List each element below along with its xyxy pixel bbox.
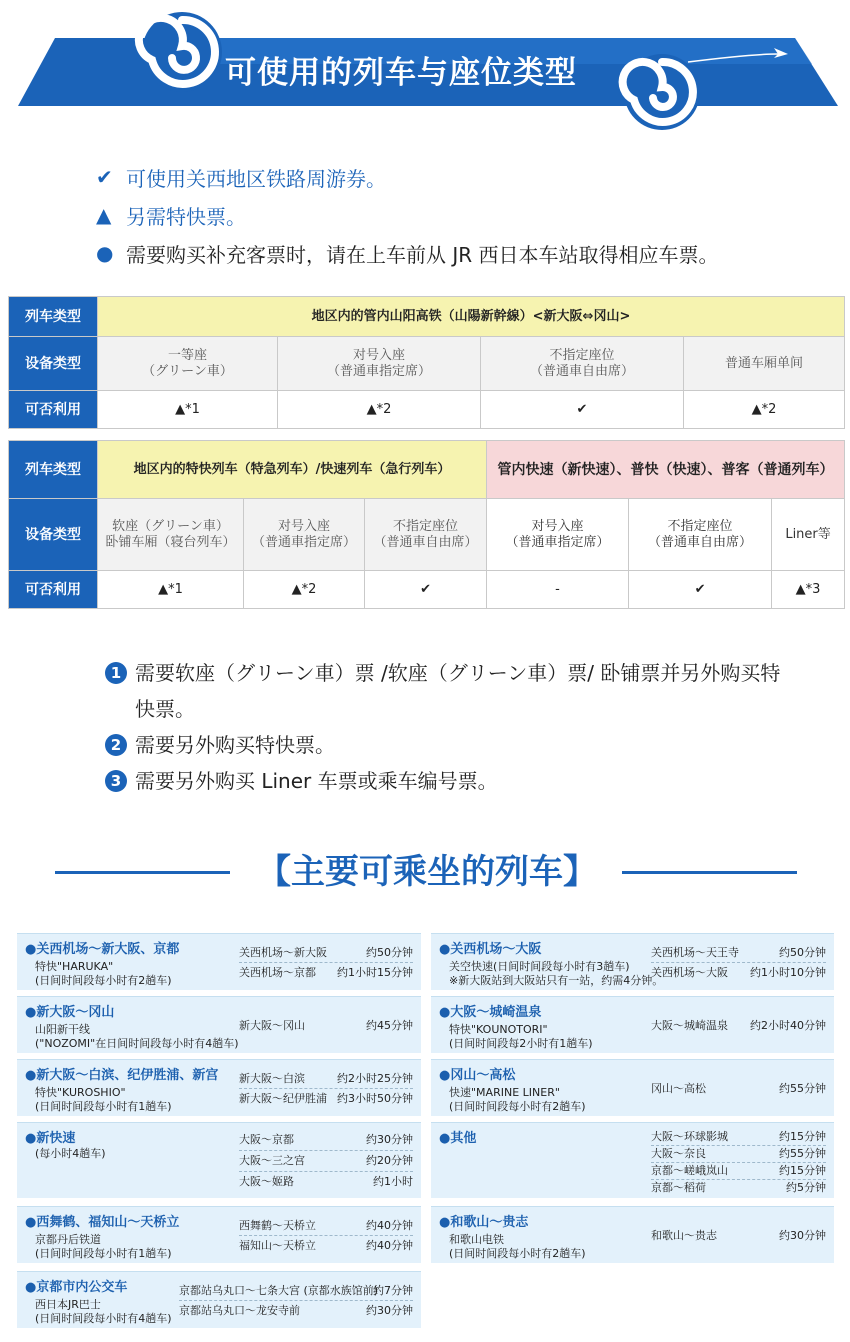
route-row: 京都站乌丸口～七条大宫 (京都水族馆前) 约7分钟 (179, 1284, 413, 1297)
route-card (431, 933, 834, 990)
divider (239, 1235, 413, 1236)
train-note: ※新大阪站到大阪站只有一站，约需4分钟。 (449, 974, 664, 987)
train-type-cell: 地区内的特快列车（特急列车）/快速列车（急行列车） (98, 441, 487, 499)
seat-type-cell: 对号入座 （普通車指定席） (244, 499, 365, 571)
seat-type-cell: 对号入座 （普通車指定席） (487, 499, 629, 571)
row-label: 可否利用 (9, 391, 98, 429)
route-card-title: ●京都市内公交车 (25, 1280, 128, 1295)
divider (239, 1088, 413, 1089)
train-name: 关空快速(日间时间段每小时有3趟车) (449, 960, 630, 973)
route-row: 京都～嵯峨岚山 约15分钟 (651, 1164, 826, 1177)
train-frequency: (日间时间段每小时有2趟车) (35, 974, 172, 987)
route-row: 新大阪～冈山 约45分钟 (239, 1019, 413, 1032)
route-card-title: ●冈山～高松 (439, 1068, 516, 1083)
train-name: 特快"KOUNOTORI" (449, 1023, 548, 1036)
train-frequency: (日间时间段每2小时有1趟车) (449, 1037, 593, 1050)
swirl-icon (623, 54, 700, 130)
route-card-title: ●西舞鹤、福知山～天桥立 (25, 1215, 180, 1230)
row-label: 设备类型 (9, 499, 98, 571)
train-name: 特快"KUROSHIO" (35, 1086, 126, 1099)
footnotes (105, 655, 785, 799)
route-row: 京都站乌丸口～龙安寺前 约30分钟 (179, 1304, 413, 1317)
seat-type-cell: 不指定座位 （普通車自由席） (365, 499, 487, 571)
seat-table-limited-express (8, 440, 845, 609)
legend-text: 可使用关西地区铁路周游券。 (126, 166, 386, 191)
row-label: 可否利用 (9, 571, 98, 609)
route-card (17, 1059, 421, 1116)
footnote-item (105, 655, 785, 727)
availability-mark: ▲*2 (366, 401, 392, 417)
availability-mark: ▲*3 (795, 581, 821, 597)
legend (96, 158, 719, 272)
train-frequency: ("NOZOMI"在日间时间段每小时有4趟车) (35, 1037, 239, 1050)
legend-item (96, 234, 719, 272)
route-row: 大阪～姬路 约1小时 (239, 1175, 413, 1188)
availability-mark: ✔ (576, 401, 588, 417)
route-row: 冈山～高松 约55分钟 (651, 1082, 826, 1095)
footnote-text: 需要软座（グリーン車）票 /软座（グリーン車）票/ 卧铺票并另外购买特快票。 (135, 661, 781, 721)
route-card-title: ●大阪～城崎温泉 (439, 1005, 542, 1020)
train-frequency: (日间时间段每小时有2趟车) (449, 1100, 586, 1113)
train-name: 西日本JR巴士 (35, 1298, 101, 1311)
seat-table-shinkansen (8, 296, 845, 429)
route-card (431, 1122, 834, 1198)
route-row: 和歌山～贵志 约30分钟 (651, 1229, 826, 1242)
route-card (17, 996, 421, 1053)
route-row: 大阪～奈良 约55分钟 (651, 1147, 826, 1160)
header-banner (0, 0, 850, 140)
divider (239, 962, 413, 963)
route-row: 京都～稻荷 约5分钟 (651, 1181, 826, 1194)
row-label: 列车类型 (9, 441, 98, 499)
footnote-item (105, 727, 785, 763)
train-frequency: (日间时间段每小时有1趟车) (35, 1100, 172, 1113)
route-card (17, 1122, 421, 1198)
availability-mark: - (555, 581, 560, 597)
route-card-title: ●其他 (439, 1131, 477, 1146)
route-row: 西舞鹤～天桥立 约40分钟 (239, 1219, 413, 1232)
train-frequency: (日间时间段每小时有4趟车) (35, 1312, 172, 1325)
route-card-title: ●新大阪～冈山 (25, 1005, 115, 1020)
route-card (431, 1206, 834, 1263)
footnote-item (105, 763, 785, 799)
route-row: 大阪～城崎温泉 约2小时40分钟 (651, 1019, 826, 1032)
legend-text: 另需特快票。 (126, 204, 246, 229)
seat-type-cell: Liner等 (772, 499, 845, 571)
route-card (17, 1206, 421, 1263)
divider (179, 1300, 413, 1301)
route-card-title: ●新大阪～白滨、纪伊胜浦、新宫 (25, 1068, 219, 1083)
divider (622, 871, 797, 874)
footnote-text: 需要另外购买 Liner 车票或乘车编号票。 (135, 769, 498, 793)
route-card-title: ●和歌山～贵志 (439, 1215, 529, 1230)
train-name: 特快"HARUKA" (35, 960, 114, 973)
seat-type-cell: 不指定座位 （普通車自由席） (629, 499, 772, 571)
route-row: 关西机场～京都 约1小时15分钟 (239, 966, 413, 979)
route-row: 大阪～三之宫 约20分钟 (239, 1154, 413, 1167)
row-label: 列车类型 (9, 297, 98, 337)
route-card (431, 996, 834, 1053)
triangle-icon: ▲ (96, 203, 112, 227)
section-title: 【主要可乘坐的列车】 (257, 852, 597, 892)
route-card-title: ●关西机场～大阪 (439, 942, 542, 957)
circle-icon: ● (96, 241, 114, 265)
route-row: 新大阪～白滨 约2小时25分钟 (239, 1072, 413, 1085)
route-card-title: ●新快速 (25, 1131, 76, 1146)
divider (55, 871, 230, 874)
train-type-cell: 地区内的管内山阳高铁（山陽新幹線）<新大阪⇔冈山> (98, 297, 845, 337)
route-card (17, 1271, 421, 1328)
page-title: 可使用的列车与座位类型 (225, 55, 577, 91)
route-card-title: ●关西机场～新大阪、京都 (25, 942, 180, 957)
divider (239, 1150, 413, 1151)
availability-mark: ▲*2 (751, 401, 777, 417)
availability-mark: ✔ (694, 581, 706, 597)
availability-mark: ▲*1 (175, 401, 200, 417)
train-name: 山阳新干线 (35, 1023, 90, 1036)
train-name: 京都丹后铁道 (35, 1233, 101, 1246)
seat-type-cell: 对号入座 （普通車指定席） (278, 337, 481, 391)
route-card (431, 1059, 834, 1116)
train-frequency: (日间时间段每小时有1趟车) (35, 1247, 172, 1260)
route-row: 关西机场～大阪 约1小时10分钟 (651, 966, 826, 979)
train-frequency: (日间时间段每小时有2趟车) (449, 1247, 586, 1260)
route-row: 福知山～天桥立 约40分钟 (239, 1239, 413, 1252)
number-badge: 1 (105, 662, 127, 684)
route-row: 大阪～环球影城 约15分钟 (651, 1130, 826, 1143)
train-name: 和歌山电铁 (449, 1233, 504, 1246)
row-label: 设备类型 (9, 337, 98, 391)
train-frequency: (每小时4趟车) (35, 1147, 106, 1160)
number-badge: 2 (105, 734, 127, 756)
seat-type-cell: 一等座 （グリーン車） (98, 337, 278, 391)
seat-type-cell: 软座（グリーン車） 卧铺车厢（寝台列车） (98, 499, 244, 571)
number-badge: 3 (105, 770, 127, 792)
train-name: 快速"MARINE LINER" (449, 1086, 560, 1099)
divider (651, 962, 826, 963)
route-card (17, 933, 421, 990)
divider (239, 1171, 413, 1172)
route-row: 关西机场～天王寺 约50分钟 (651, 946, 826, 959)
seat-type-cell: 不指定座位 （普通車自由席） (481, 337, 684, 391)
availability-mark: ▲*2 (291, 581, 317, 597)
legend-item (96, 196, 719, 234)
legend-item (96, 158, 719, 196)
footnote-text: 需要另外购买特快票。 (135, 733, 335, 757)
seat-type-cell: 普通车厢单间 (684, 337, 845, 391)
checkmark-icon: ✔ (96, 165, 113, 189)
route-row: 大阪～京都 约30分钟 (239, 1133, 413, 1146)
route-row: 新大阪～纪伊胜浦 约3小时50分钟 (239, 1092, 413, 1105)
availability-mark: ▲*1 (158, 581, 183, 597)
legend-text: 需要购买补充客票时，请在上车前从 JR 西日本车站取得相应车票。 (126, 242, 719, 267)
route-row: 关西机场～新大阪 约50分钟 (239, 946, 413, 959)
train-type-cell: 管内快速（新快速）、普快（快速）、普客（普通列车） (487, 441, 845, 499)
availability-mark: ✔ (420, 581, 431, 597)
